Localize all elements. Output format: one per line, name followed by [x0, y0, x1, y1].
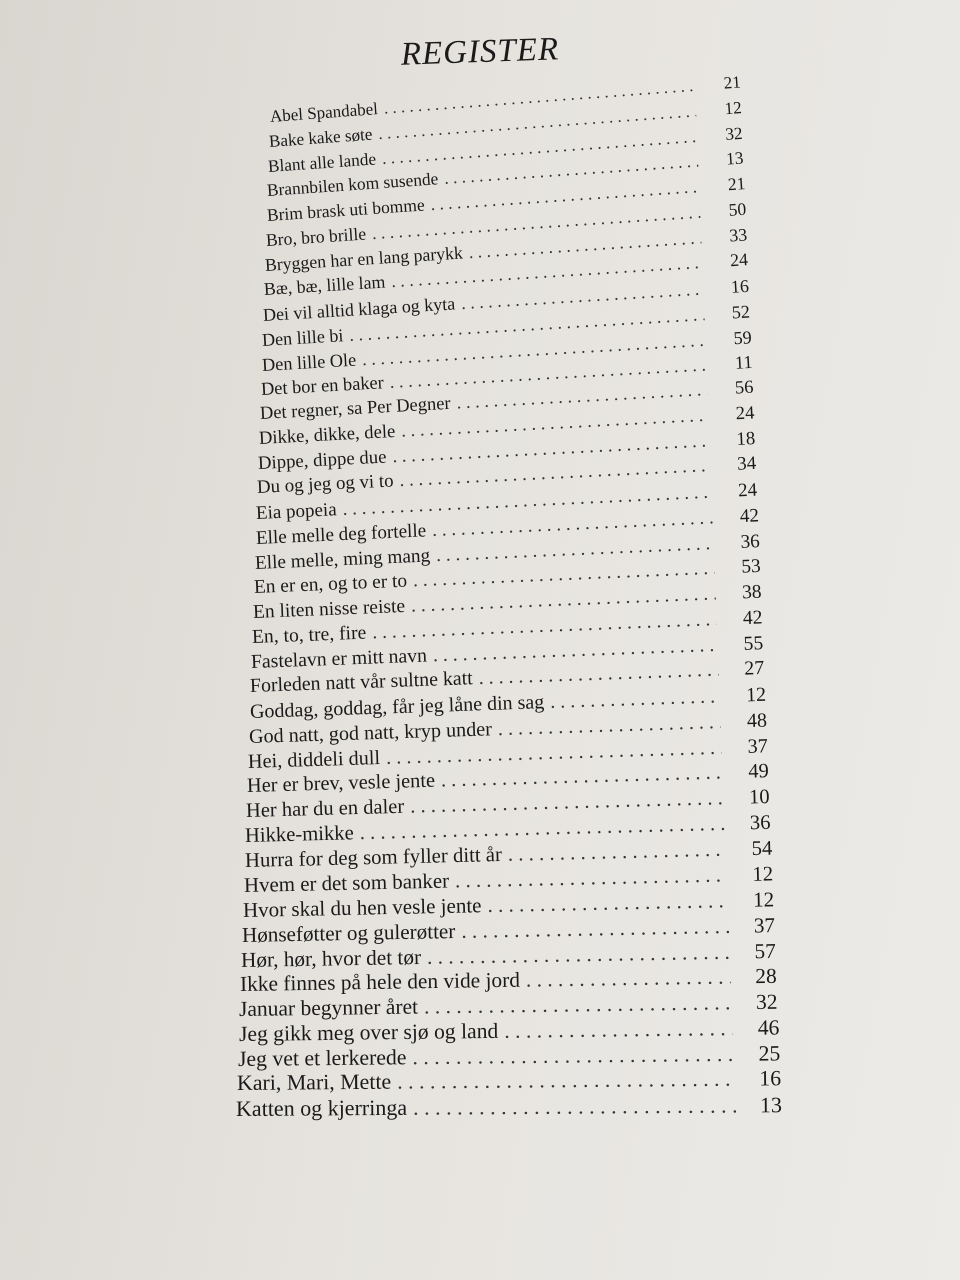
entry-page-number: 33 [728, 223, 748, 246]
entry-page-number: 32 [724, 123, 744, 144]
entry-page-number: 16 [730, 275, 750, 297]
entry-page-number: 59 [732, 326, 752, 348]
dot-leader [479, 661, 719, 689]
entry-page-number: 56 [734, 377, 754, 399]
entry-title: En, to, tre, fire [251, 622, 367, 648]
entry-title: Abel Spandabel [269, 99, 379, 126]
dot-leader [507, 839, 726, 865]
entry-title: Fastelavn er mitt navn [250, 644, 428, 673]
dot-leader [487, 890, 728, 916]
entry-page-number: 37 [747, 734, 769, 758]
entry-title: Eia popeia [255, 499, 338, 524]
entry-title: Bryggen har en lang parykk [264, 241, 464, 275]
entry-page-number: 49 [748, 760, 770, 783]
entry-page-number: 16 [758, 1066, 782, 1091]
entry-page-number: 12 [724, 97, 743, 119]
entry-page-number: 37 [753, 912, 776, 938]
entry-page-number: 42 [738, 505, 759, 527]
entry-title: Hvor skal du hen vesle jente [242, 893, 482, 922]
entry-page-number: 54 [750, 837, 773, 860]
entry-page-number: 21 [723, 72, 742, 93]
entry-title: Dei vil alltid klaga og kyta [262, 293, 456, 325]
entry-title: God natt, god natt, kryp under [248, 718, 492, 748]
entry-page-number: 27 [744, 657, 766, 680]
entry-page-number: 42 [742, 607, 763, 629]
entry-page-number: 53 [740, 556, 761, 578]
entry-title: Hurra for deg som fyller ditt år [244, 843, 502, 872]
entry-page-number: 12 [752, 887, 775, 912]
index-entry [236, 1094, 782, 1120]
entry-title: Det regner, sa Per Degner [259, 393, 451, 424]
entry-page-number: 32 [756, 989, 779, 1014]
entry-title: Det bor en baker [260, 372, 384, 400]
entry-page-number: 46 [757, 1015, 780, 1040]
entry-page-number: 24 [729, 249, 749, 271]
entry-page-number: 12 [745, 683, 767, 707]
dot-leader [504, 1018, 733, 1042]
dot-leader [526, 967, 731, 992]
entry-title: Jeg vet et lerkerede [237, 1044, 407, 1071]
entry-page-number: 12 [751, 861, 774, 887]
dot-leader [454, 865, 727, 892]
dot-leader [397, 1069, 735, 1094]
entry-title: Hønseføtter og gulerøtter [241, 918, 456, 947]
entry-title: Forleden natt vår sultne katt [250, 667, 474, 698]
entry-title: Ikke finnes på hele den vide jord [240, 967, 521, 997]
index-entry [237, 1040, 781, 1071]
entry-page-number: 24 [735, 402, 755, 425]
index-entry [239, 989, 779, 1021]
entry-page-number: 36 [739, 530, 760, 553]
entry-title: Den lille bi [261, 325, 345, 350]
entry-page-number: 48 [746, 709, 768, 732]
entry-title: Bro, bro brille [265, 223, 367, 250]
dot-leader [461, 916, 729, 942]
entry-page-number: 24 [737, 479, 758, 502]
entry-title: Du og jeg og vi to [256, 470, 395, 499]
entry-title: Goddag, goddag, får jeg låne din sag [249, 691, 545, 723]
dot-leader [413, 1095, 736, 1119]
dot-leader [424, 992, 732, 1018]
entry-page-number: 50 [727, 198, 747, 220]
entry-title: Bake kake søte [268, 124, 374, 151]
index-entry [238, 1017, 779, 1045]
entry-page-number: 28 [755, 964, 778, 989]
entry-title: Jeg gikk meg over sjø og land [238, 1018, 498, 1046]
index-entry [236, 1066, 782, 1096]
entry-page-number: 55 [743, 631, 765, 655]
entry-page-number: 13 [725, 148, 745, 169]
entry-title: Brannbilen kom susende [266, 169, 440, 201]
entry-page-number: 38 [741, 581, 763, 604]
entry-page-number: 52 [731, 301, 751, 323]
entry-title: Kari, Mari, Mette [236, 1069, 392, 1096]
entry-title: Januar begynner året [239, 994, 419, 1021]
entry-page-number: 34 [737, 453, 757, 475]
entry-title: Elle melle, ming mang [254, 544, 431, 574]
entry-page-number: 25 [758, 1040, 781, 1066]
entry-title: Dikke, dikke, dele [258, 420, 396, 449]
entry-page-number: 13 [759, 1092, 783, 1118]
entry-title: Bæ, bæ, lille lam [263, 271, 386, 300]
entry-title: Hør, hør, hvor det tør [240, 944, 422, 972]
dot-leader [497, 712, 721, 739]
entry-title: Hikke-mikke [245, 822, 355, 847]
page-title: REGISTER [400, 31, 560, 73]
entry-title: Her er brev, vesle jente [246, 769, 436, 798]
entry-title: Katten og kjerringa [235, 1094, 408, 1121]
entry-title: En er en, og to er to [253, 570, 408, 599]
dot-leader [410, 788, 724, 817]
entry-page-number: 10 [749, 785, 771, 809]
entry-title: Hvem er det som banker [243, 868, 449, 898]
dot-leader [441, 763, 723, 791]
entry-title: En liten nisse reiste [252, 595, 406, 623]
index-entry [240, 966, 777, 996]
entry-page-number: 36 [749, 811, 772, 835]
entry-page-number: 18 [736, 427, 756, 450]
dot-leader [549, 686, 720, 712]
entry-title: Elle melle deg fortelle [255, 520, 427, 549]
dot-leader [360, 814, 725, 844]
entry-title: Blant alle lande [267, 148, 377, 176]
entry-title: Hei, diddeli dull [247, 746, 381, 773]
entry-title: Brim brask uti bomme [265, 194, 425, 225]
entry-page-number: 57 [754, 938, 777, 963]
entry-page-number: 21 [726, 173, 746, 195]
dot-leader [412, 1043, 734, 1068]
entry-title: Dippe, dippe due [257, 446, 388, 474]
entry-title: Den lille Ole [260, 349, 357, 375]
dot-leader [427, 941, 730, 967]
entry-page-number: 11 [734, 352, 753, 374]
entry-title: Her har du en daler [245, 795, 405, 822]
